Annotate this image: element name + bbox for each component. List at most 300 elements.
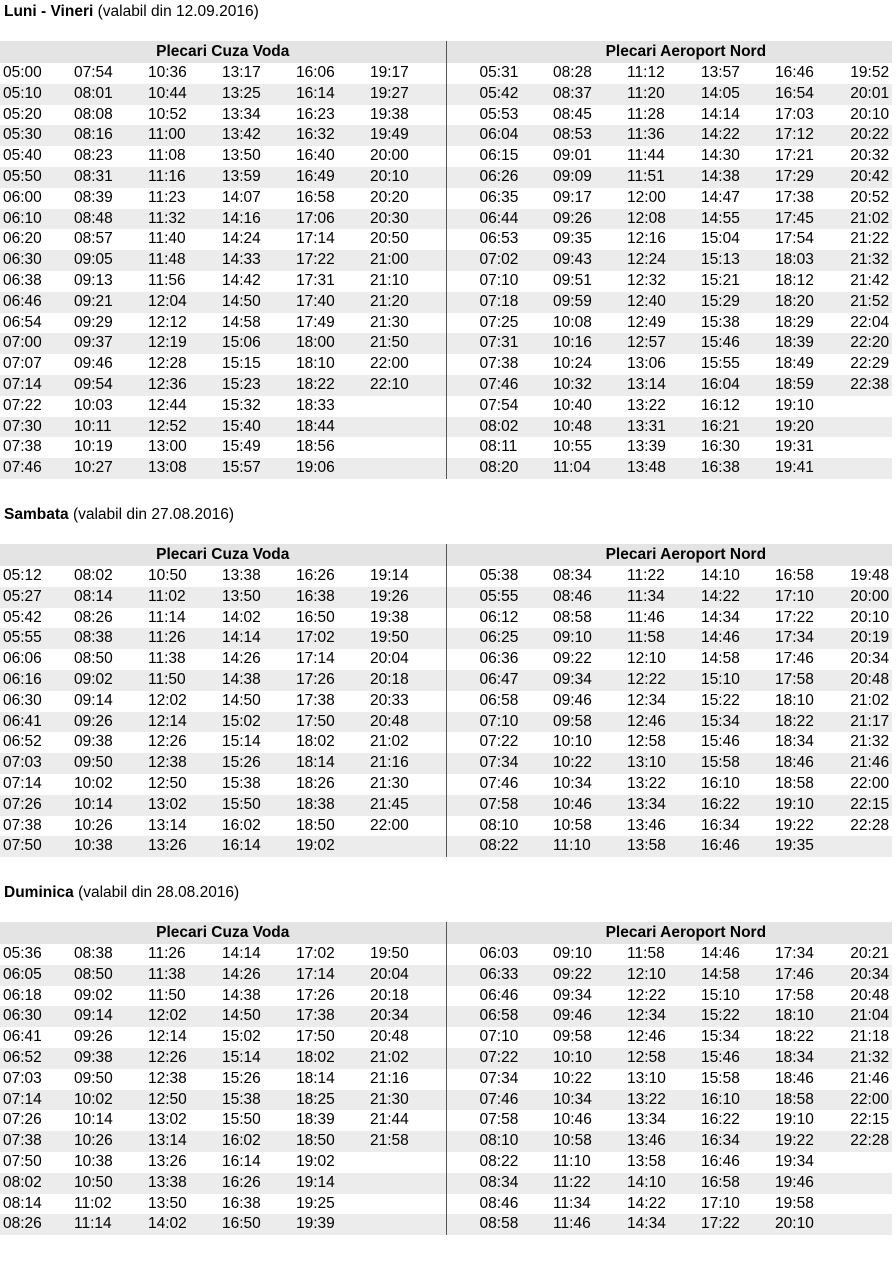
table-row: [0, 167, 892, 188]
departure-time: 07:46: [0, 458, 74, 479]
departure-time: 06:30: [0, 1006, 74, 1027]
departure-time: 06:52: [0, 1048, 74, 1069]
departure-time: 17:29: [775, 167, 849, 188]
departure-time: 09:21: [74, 292, 148, 313]
departure-time: 17:40: [296, 292, 370, 313]
departure-time: 06:00: [3, 188, 42, 206]
departure-time: 13:48: [627, 458, 701, 479]
departure-time: 13:14: [627, 375, 701, 396]
departure-time: 06:53: [446, 229, 553, 250]
departure-time: 06:18: [3, 986, 42, 1004]
departure-time: 19:27: [370, 84, 446, 105]
departure-time: 08:26: [0, 1214, 74, 1235]
departure-time: 16:46: [775, 64, 814, 81]
departure-time: 10:27: [74, 458, 148, 479]
departure-time: 09:54: [74, 375, 148, 396]
departure-time: 17:38: [775, 188, 814, 206]
departure-time: 21:16: [370, 753, 446, 774]
departure-time: 09:34: [553, 986, 592, 1004]
departure-time: 17:58: [775, 986, 814, 1004]
departure-time: 21:45: [370, 795, 446, 816]
departure-time: 17:50: [296, 1028, 335, 1046]
departure-time: 13:10: [627, 1069, 666, 1087]
departure-time: 13:42: [222, 125, 296, 146]
table-row: [0, 209, 892, 230]
departure-time: 09:29: [74, 313, 113, 331]
departure-time: 11:28: [627, 105, 665, 123]
departure-time: 06:41: [3, 1028, 42, 1046]
departure-time: 14:30: [701, 147, 740, 165]
departure-time: 09:26: [74, 1028, 113, 1046]
departure-time: 14:34: [701, 608, 740, 626]
departure-time: 17:02: [296, 945, 335, 962]
table-row: [0, 417, 892, 438]
departure-time: 12:58: [627, 1048, 701, 1069]
departure-time: 06:20: [3, 230, 42, 248]
departure-time: 10:55: [553, 438, 592, 456]
departure-time: 19:22: [775, 1131, 849, 1152]
departure-time: 18:58: [775, 1090, 849, 1111]
departure-time: 17:46: [775, 650, 814, 668]
departure-time: 22:38: [849, 375, 892, 396]
table-row: [0, 608, 892, 629]
departure-time: 07:38: [0, 1131, 74, 1152]
departure-time: 15:21: [701, 271, 740, 289]
departure-time: 14:47: [701, 188, 740, 206]
departure-time: 12:02: [148, 691, 187, 709]
departure-time: 20:00: [370, 147, 409, 165]
departure-time: 14:50: [222, 691, 261, 709]
table-row: [0, 250, 892, 271]
table-row: [0, 691, 892, 712]
departure-time: 14:14: [701, 105, 740, 123]
departure-time: 20:34: [850, 650, 890, 668]
departure-time: 08:53: [553, 125, 627, 146]
departure-time: 16:38: [222, 1194, 261, 1212]
departure-time: 17:06: [296, 209, 370, 230]
departure-time: 11:20: [627, 84, 701, 105]
departure-time: 10:08: [553, 313, 592, 331]
departure-time: 15:02: [222, 1028, 261, 1046]
departure-time: 20:22: [849, 125, 892, 146]
departure-time: 06:30: [0, 250, 74, 271]
departure-time: 14:34: [627, 1214, 701, 1235]
table-row: [0, 375, 892, 396]
departure-time: 14:26: [222, 650, 261, 668]
departure-time: 08:45: [553, 105, 592, 123]
departure-time: 16:06: [296, 64, 335, 81]
departure-time: 10:26: [74, 816, 113, 834]
departure-time: 13:38: [222, 567, 261, 584]
departure-time: 07:22: [446, 732, 553, 753]
departure-time: 09:05: [74, 250, 148, 271]
departure-time: 20:04: [370, 650, 409, 668]
departure-time: 16:23: [296, 105, 335, 123]
departure-time: 21:44: [370, 1111, 409, 1129]
departure-time: 20:30: [370, 209, 446, 230]
departure-time: 09:13: [74, 271, 113, 289]
departure-time: 18:02: [296, 733, 335, 751]
departure-time: 06:16: [0, 670, 74, 691]
departure-time: 19:22: [775, 816, 814, 834]
departure-time: 07:10: [446, 271, 553, 292]
departure-time: 08:58: [446, 1214, 553, 1235]
table-row: [0, 271, 892, 292]
departure-time: 09:02: [74, 670, 148, 691]
departure-time: 14:07: [222, 188, 261, 206]
departure-time: 06:05: [0, 965, 74, 986]
departure-time: 11:48: [148, 250, 222, 271]
departure-time: 13:26: [148, 836, 222, 857]
departure-time: 10:24: [553, 355, 592, 373]
departure-time: 12:40: [627, 292, 701, 313]
departure-time: 16:26: [296, 567, 335, 584]
departure-time: 06:58: [446, 691, 553, 712]
departure-time: 14:02: [222, 608, 261, 626]
departure-time: 08:50: [74, 965, 148, 986]
departure-time: 14:22: [627, 1194, 666, 1212]
departure-time: 12:38: [148, 753, 222, 774]
departure-time: 07:07: [3, 355, 42, 373]
departure-time: 08:57: [74, 230, 113, 248]
departure-time: 11:51: [627, 167, 701, 188]
departure-time: 18:14: [296, 1069, 335, 1087]
departure-time: 06:58: [446, 1006, 553, 1027]
departure-time: 12:58: [627, 733, 666, 751]
departure-time: 13:58: [627, 1152, 666, 1170]
departure-time: 08:08: [74, 105, 113, 123]
departure-time: 13:50: [148, 1194, 187, 1212]
departure-time: 11:46: [553, 1214, 627, 1235]
aeroport-nord-header: Plecari Aeroport Nord: [446, 544, 892, 566]
departure-time: 18:10: [775, 1006, 849, 1027]
departure-time: 09:14: [74, 1006, 148, 1027]
departure-time: 07:38: [446, 354, 553, 375]
departure-time: [849, 1173, 892, 1194]
departure-time: 15:10: [701, 670, 775, 691]
section-title-days: Duminica: [4, 884, 74, 901]
departure-time: 07:25: [446, 313, 553, 334]
departure-time: 18:39: [775, 333, 849, 354]
departure-time: 17:45: [775, 209, 849, 230]
departure-time: 11:10: [553, 1152, 591, 1170]
departure-time: 17:14: [296, 230, 335, 248]
departure-time: 11:26: [148, 628, 222, 649]
departure-time: 06:54: [3, 313, 42, 331]
departure-time: [849, 836, 892, 857]
table-row: [0, 670, 892, 691]
section-title-validity: (valabil din 27.08.2016): [72, 506, 235, 523]
departure-time: 05:31: [446, 63, 553, 84]
departure-time: [849, 458, 892, 479]
departure-time: 15:02: [222, 712, 296, 733]
departure-time: 12:49: [627, 313, 666, 331]
departure-time: 17:38: [296, 1006, 370, 1027]
table-row: [0, 313, 892, 334]
departure-time: 10:40: [553, 396, 592, 414]
departure-time: 11:58: [627, 945, 665, 962]
table-row: [0, 188, 892, 209]
departure-time: 11:23: [148, 188, 186, 206]
departure-time: 15:15: [222, 355, 261, 373]
departure-time: 21:02: [370, 1048, 446, 1069]
departure-time: 07:14: [0, 1090, 74, 1111]
departure-time: 14:58: [701, 965, 775, 986]
departure-time: 13:59: [222, 167, 296, 188]
departure-time: 17:21: [775, 147, 814, 165]
departure-time: 13:50: [222, 147, 261, 165]
departure-time: 10:16: [553, 333, 627, 354]
departure-time: 19:02: [296, 1152, 335, 1170]
departure-time: 18:50: [296, 816, 335, 834]
departure-time: 07:30: [0, 417, 74, 438]
departure-time: 07:38: [3, 438, 42, 456]
table-row: [0, 333, 892, 354]
departure-time: 06:10: [0, 209, 74, 230]
departure-time: 16:54: [775, 84, 849, 105]
departure-time: 07:10: [446, 1027, 553, 1048]
departure-time: 13:02: [148, 795, 222, 816]
departure-time: 11:36: [627, 125, 701, 146]
departure-time: 06:38: [3, 271, 42, 289]
departure-time: 14:38: [222, 670, 296, 691]
departure-time: 11:58: [627, 628, 701, 649]
departure-time: 12:26: [148, 1048, 222, 1069]
departure-time: 13:22: [627, 774, 666, 792]
departure-time: 13:58: [627, 836, 701, 857]
table-row: [0, 732, 892, 753]
departure-time: 14:38: [222, 986, 261, 1004]
table-row: [0, 396, 892, 417]
departure-time: 11:38: [148, 965, 222, 986]
departure-time: 06:30: [3, 691, 42, 709]
departure-time: 09:43: [553, 250, 627, 271]
departure-time: 05:30: [0, 125, 74, 146]
departure-time: 16:02: [222, 1131, 296, 1152]
departure-time: 11:16: [148, 167, 222, 188]
departure-time: 07:54: [446, 396, 553, 417]
departure-time: 21:00: [370, 250, 446, 271]
departure-time: 10:22: [553, 1069, 592, 1087]
departure-time: 21:04: [849, 1006, 892, 1027]
departure-time: 07:50: [3, 1152, 42, 1170]
departure-time: 08:01: [74, 84, 148, 105]
departure-time: 16:34: [701, 816, 740, 834]
departure-time: 22:00: [370, 355, 409, 373]
departure-time: 21:10: [370, 271, 409, 289]
departure-time: 14:14: [222, 628, 296, 649]
departure-time: 13:34: [222, 105, 261, 123]
table-row: [0, 1090, 892, 1111]
table-row: [0, 566, 892, 587]
departure-time: 17:46: [775, 965, 849, 986]
departure-time: 06:26: [446, 167, 553, 188]
departure-time: [849, 437, 892, 458]
departure-time: 19:58: [775, 1194, 814, 1212]
departure-time: 19:52: [850, 64, 890, 81]
departure-time: 07:18: [446, 292, 553, 313]
departure-time: 20:10: [850, 608, 890, 626]
table-row: [0, 649, 892, 670]
departure-time: 16:58: [701, 1173, 775, 1194]
departure-time: 17:22: [296, 250, 370, 271]
departure-time: 19:02: [296, 836, 370, 857]
departure-time: 10:58: [553, 816, 592, 834]
table-row: [0, 816, 892, 837]
departure-time: 10:50: [74, 1173, 148, 1194]
departure-time: 12:44: [148, 396, 187, 414]
departure-time: 15:26: [222, 1069, 261, 1087]
departure-time: 10:50: [148, 567, 187, 584]
departure-time: 10:22: [553, 753, 627, 774]
departure-time: 08:50: [74, 650, 113, 668]
departure-time: 11:34: [553, 1194, 591, 1212]
departure-time: 21:32: [849, 1048, 892, 1069]
departure-time: 13:38: [148, 1173, 222, 1194]
departure-time: 11:50: [148, 670, 222, 691]
departure-time: 07:14: [3, 774, 42, 792]
departure-time: 07:26: [3, 1111, 42, 1129]
departure-time: 14:55: [701, 209, 775, 230]
departure-time: 20:32: [850, 147, 890, 165]
departure-time: 12:16: [627, 230, 666, 248]
departure-time: 10:26: [74, 1131, 148, 1152]
departure-time: 05:12: [3, 567, 42, 584]
departure-time: 21:20: [370, 292, 446, 313]
table-row: [0, 146, 892, 167]
departure-time: 14:16: [222, 209, 296, 230]
departure-time: 14:50: [222, 292, 296, 313]
departure-time: 06:15: [446, 146, 553, 167]
departure-time: 20:34: [849, 965, 892, 986]
departure-time: 09:58: [553, 1028, 592, 1046]
departure-time: 13:08: [148, 458, 222, 479]
departure-time: 06:46: [0, 292, 74, 313]
departure-time: 05:50: [0, 167, 74, 188]
departure-time: 09:46: [74, 355, 113, 373]
departure-time: 19:50: [370, 628, 446, 649]
table-row: [0, 1110, 892, 1131]
departure-time: 12:04: [148, 292, 222, 313]
departure-time: 15:55: [701, 355, 740, 373]
departure-time: 08:02: [74, 567, 113, 584]
departure-time: 06:46: [446, 986, 553, 1007]
departure-time: 15:26: [222, 753, 296, 774]
departure-time: 11:40: [148, 230, 186, 248]
departure-time: 09:50: [74, 1069, 113, 1087]
departure-time: 06:04: [446, 125, 553, 146]
departure-time: 22:15: [849, 795, 892, 816]
departure-time: 14:46: [701, 628, 775, 649]
departure-time: 05:40: [3, 147, 42, 165]
departure-time: 18:03: [775, 250, 849, 271]
departure-time: 21:30: [370, 1090, 446, 1111]
departure-time: 12:52: [148, 417, 222, 438]
table-row: [0, 1214, 892, 1235]
departure-time: 18:22: [296, 375, 370, 396]
departure-time: 21:58: [370, 1131, 446, 1152]
departure-time: 07:22: [446, 1048, 553, 1069]
section-title: [0, 503, 892, 527]
departure-time: 22:00: [370, 816, 409, 834]
table-row: [0, 1194, 892, 1215]
aeroport-nord-header: Plecari Aeroport Nord: [446, 41, 892, 63]
table-row: [0, 84, 892, 105]
timetable: [0, 544, 892, 857]
departure-time: 13:22: [627, 396, 666, 414]
departure-time: 21:02: [850, 691, 890, 709]
departure-time: 19:20: [775, 417, 849, 438]
section-title: [0, 881, 892, 905]
departure-time: 16:10: [701, 774, 740, 792]
departure-time: 08:34: [446, 1173, 553, 1194]
departure-time: 22:00: [849, 1090, 892, 1111]
departure-time: 20:21: [850, 945, 890, 962]
departure-time: 18:46: [775, 1069, 814, 1087]
table-row: [0, 1173, 892, 1194]
departure-time: 11:02: [148, 587, 222, 608]
departure-time: 19:10: [775, 795, 849, 816]
departure-time: 19:35: [775, 836, 849, 857]
departure-time: 20:42: [849, 167, 892, 188]
departure-time: 07:03: [0, 753, 74, 774]
departure-time: 18:38: [296, 795, 370, 816]
departure-time: 22:28: [849, 1131, 892, 1152]
departure-time: 15:40: [222, 417, 296, 438]
departure-time: 07:03: [3, 1069, 42, 1087]
departure-time: 16:14: [222, 1152, 261, 1170]
departure-time: 19:48: [850, 567, 890, 584]
departure-time: 12:19: [148, 333, 222, 354]
departure-time: 11:26: [148, 945, 186, 962]
section-title-validity: (valabil din 28.08.2016): [78, 884, 240, 901]
departure-time: 10:32: [553, 375, 627, 396]
departure-time: 07:54: [74, 64, 113, 81]
departure-time: [370, 836, 446, 857]
departure-time: 16:22: [701, 1111, 740, 1129]
departure-time: 21:46: [849, 753, 892, 774]
departure-time: 14:05: [701, 84, 775, 105]
departure-time: 11:50: [148, 986, 186, 1004]
cuza-voda-header: Plecari Cuza Voda: [0, 41, 446, 63]
departure-time: 12:46: [627, 712, 701, 733]
departure-time: 11:22: [553, 1173, 627, 1194]
departure-time: 12:38: [148, 1069, 187, 1087]
departure-time: 12:50: [148, 1090, 222, 1111]
departure-time: 15:14: [222, 1048, 296, 1069]
departure-time: 18:12: [775, 271, 814, 289]
departure-time: 12:34: [627, 1006, 701, 1027]
departure-time: 16:21: [701, 417, 775, 438]
table-row: [0, 1006, 892, 1027]
departure-time: 09:59: [553, 292, 627, 313]
departure-time: 09:17: [553, 188, 592, 206]
departure-time: 17:50: [296, 712, 370, 733]
departure-time: 10:34: [553, 774, 592, 792]
departure-time: 09:01: [553, 147, 592, 165]
departure-time: 16:58: [775, 567, 814, 584]
departure-time: 09:09: [553, 167, 627, 188]
departure-time: 21:17: [849, 712, 892, 733]
departure-time: 13:26: [148, 1152, 187, 1170]
departure-time: [849, 396, 892, 417]
departure-time: 19:14: [296, 1173, 370, 1194]
departure-time: 07:46: [446, 375, 553, 396]
departure-time: 10:14: [74, 1111, 113, 1129]
departure-time: 07:58: [446, 795, 553, 816]
departure-time: 15:23: [222, 375, 296, 396]
departure-time: 12:10: [627, 650, 666, 668]
